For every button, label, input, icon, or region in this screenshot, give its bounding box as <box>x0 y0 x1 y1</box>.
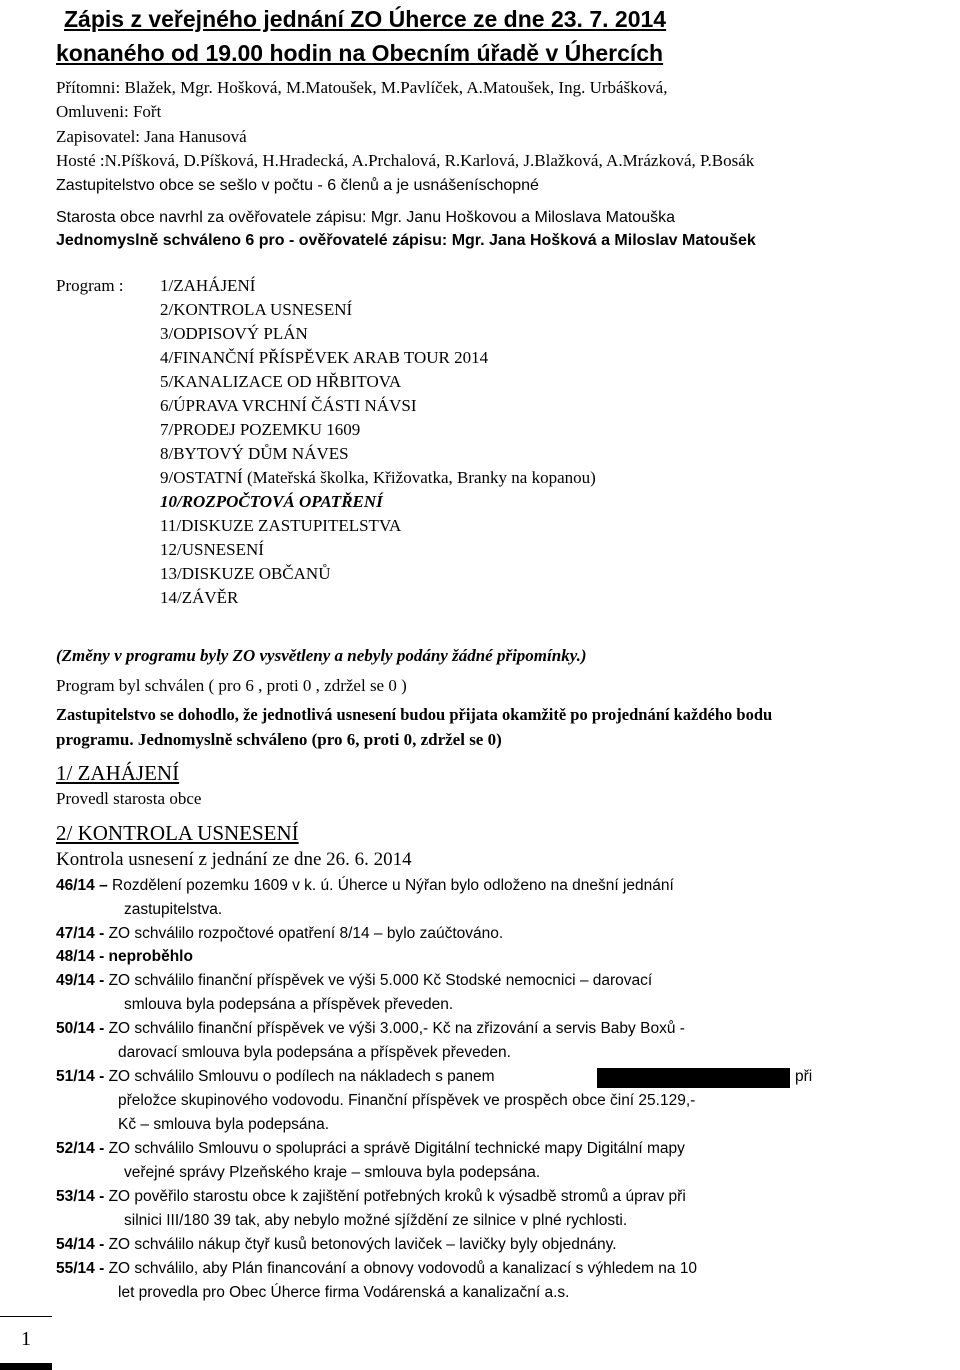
excused-members: Omluveni: Fořt <box>56 102 162 121</box>
resolution-text: ZO schválilo rozpočtové opatření 8/14 – bylo zaúčtováno. <box>104 925 504 942</box>
program-item: 9/OSTATNÍ (Mateřská školka, Křižovatka, Branky na kopanou) <box>160 468 596 487</box>
resolution-number: 51/14 - <box>56 1068 105 1085</box>
resolution-text: ZO schválilo finanční příspěvek ve výši 3.000,- Kč na zřizování a servis Baby Boxů - <box>104 1020 685 1037</box>
resolution-number: 53/14 - <box>56 1188 105 1205</box>
resolution-text: Rozdělení pozemku 1609 v k. ú. Úherce u Nýřan bylo odloženo na dnešní jednání <box>107 877 674 894</box>
resolution-item <box>56 973 652 989</box>
resolution-number: 54/14 - <box>56 1236 105 1253</box>
quorum-statement: Zastupitelstvo obce se sešlo v počtu - 6 členů a je usnášeníschopné <box>56 177 539 194</box>
resolution-number: 52/14 - <box>56 1140 105 1157</box>
procedure-line-2: programu. Jednomyslně schváleno (pro 6, proti 0, zdržel se 0) <box>56 730 502 749</box>
resolution-item <box>56 1237 617 1253</box>
resolution-text-continued: darovací smlouva byla podepsána a příspěvek převeden. <box>118 1044 511 1061</box>
resolution-text-after-redaction: při <box>795 1068 813 1085</box>
verifiers-proposal: Starosta obce navrhl za ověřovatele zápisu: Mgr. Janu Hoškovou a Miloslava Matouška <box>56 209 675 226</box>
program-item: 1/ZAHÁJENÍ <box>160 276 256 295</box>
verifiers-approved: Jednomyslně schváleno 6 pro - ověřovatelé zápisu: Mgr. Jana Hošková a Miloslav Matoušek <box>56 232 756 249</box>
resolution-text: ZO schválilo nákup čtyř kusů betonových laviček – lavičky byly objednány. <box>104 1236 617 1253</box>
resolution-number: 47/14 - <box>56 925 105 942</box>
resolution-item <box>56 878 674 894</box>
resolution-item: 48/14 - neproběhlo <box>56 948 193 965</box>
section-1-heading: 1/ ZAHÁJENÍ <box>56 761 180 785</box>
program-changes-note: (Změny v programu byly ZO vysvětleny a nebyly podány žádné připomínky.) <box>56 646 587 665</box>
program-item: 5/KANALIZACE OD HŘBITOVA <box>160 372 402 391</box>
program-item: 13/DISKUZE OBČANŮ <box>160 564 331 583</box>
resolution-text: ZO pověřilo starostu obce k zajištění potřebných kroků k výsadbě stromů a úprav při <box>104 1188 686 1205</box>
program-item: 8/BYTOVÝ DŮM NÁVES <box>160 444 349 463</box>
resolution-number: 55/14 - <box>56 1260 105 1277</box>
program-approval: Program byl schválen ( pro 6 , proti 0 , zdržel se 0 ) <box>56 676 407 695</box>
resolution-item <box>56 1069 495 1085</box>
title-line-2: konaného od 19.00 hodin na Obecním úřadě v Úhercích <box>56 40 664 66</box>
page-number-box <box>0 1316 52 1370</box>
program-label: Program : <box>56 276 124 295</box>
guests: Hosté :N.Píšková, D.Píšková, H.Hradecká, A.Prchalová, R.Karlová, J.Blažková, A.Mrázková, P.Bosák <box>56 151 755 170</box>
resolution-number: 49/14 - <box>56 972 105 989</box>
resolution-text-continued: zastupitelstva. <box>124 901 223 918</box>
page-number-top-rule <box>0 1316 52 1317</box>
program-item: 11/DISKUZE ZASTUPITELSTVA <box>160 516 402 535</box>
resolution-number: 46/14 – <box>56 877 108 894</box>
resolution-text-continued: silnici III/180 39 tak, aby nebylo možné sjíždění ze silnice v plné rychlosti. <box>124 1212 628 1229</box>
page-number: 1 <box>21 1328 31 1350</box>
page-number-bottom-bar <box>0 1363 52 1370</box>
resolution-item <box>56 1141 685 1157</box>
program-item: 10/ROZPOČTOVÁ OPATŘENÍ <box>160 492 383 511</box>
resolution-text-continued: Kč – smlouva byla podepsána. <box>118 1116 330 1133</box>
resolution-text-continued: přeložce skupinového vodovodu. Finanční příspěvek ve prospěch obce činí 25.129,- <box>118 1092 696 1109</box>
resolution-item <box>56 926 503 942</box>
program-item: 12/USNESENÍ <box>160 540 264 559</box>
resolution-item <box>56 1021 685 1037</box>
recorder: Zapisovatel: Jana Hanusová <box>56 127 247 146</box>
program-item: 3/ODPISOVÝ PLÁN <box>160 324 308 343</box>
program-item: 6/ÚPRAVA VRCHNÍ ČÁSTI NÁVSI <box>160 396 417 415</box>
program-item: 14/ZÁVĚR <box>160 588 239 607</box>
title-line-1: Zápis z veřejného jednání ZO Úherce ze dne 23. 7. 2014 <box>64 6 667 32</box>
resolution-text: ZO schválilo Smlouvu o spolupráci a správě Digitální technické mapy Digitální mapy <box>104 1140 685 1157</box>
program-item: 4/FINANČNÍ PŘÍSPĚVEK ARAB TOUR 2014 <box>160 348 489 367</box>
program-item: 7/PRODEJ POZEMKU 1609 <box>160 420 361 439</box>
resolution-text: ZO schválilo, aby Plán financování a obnovy vodovodů a kanalizací s výhledem na 10 <box>104 1260 698 1277</box>
resolution-text-continued: veřejné správy Plzeňského kraje – smlouva byla podepsána. <box>124 1164 541 1181</box>
resolution-item <box>56 1261 697 1277</box>
section-1-text: Provedl starosta obce <box>56 789 202 808</box>
redacted-name <box>597 1068 790 1088</box>
resolution-text: ZO schválilo finanční příspěvek ve výši 5.000 Kč Stodské nemocnici – darovací <box>104 972 653 989</box>
resolution-text-continued: let provedla pro Obec Úherce firma Vodárenská a kanalizační a.s. <box>118 1284 570 1301</box>
resolution-text-continued: smlouva byla podepsána a příspěvek převeden. <box>124 996 454 1013</box>
procedure-line-1: Zastupitelstvo se dohodlo, že jednotlivá usnesení budou přijata okamžitě po projednání každého bodu <box>56 705 773 724</box>
section-2-heading: 2/ KONTROLA USNESENÍ <box>56 821 299 845</box>
section-2-subheading: Kontrola usnesení z jednání ze dne 26. 6. 2014 <box>56 849 412 870</box>
program-item: 2/KONTROLA USNESENÍ <box>160 300 353 319</box>
present-members: Přítomni: Blažek, Mgr. Hošková, M.Matoušek, M.Pavlíček, A.Matoušek, Ing. Urbášková, <box>56 78 668 97</box>
resolution-number: 50/14 - <box>56 1020 105 1037</box>
resolution-text: ZO schválilo Smlouvu o podílech na nákladech s panem <box>104 1068 495 1085</box>
resolution-item <box>56 1189 686 1205</box>
